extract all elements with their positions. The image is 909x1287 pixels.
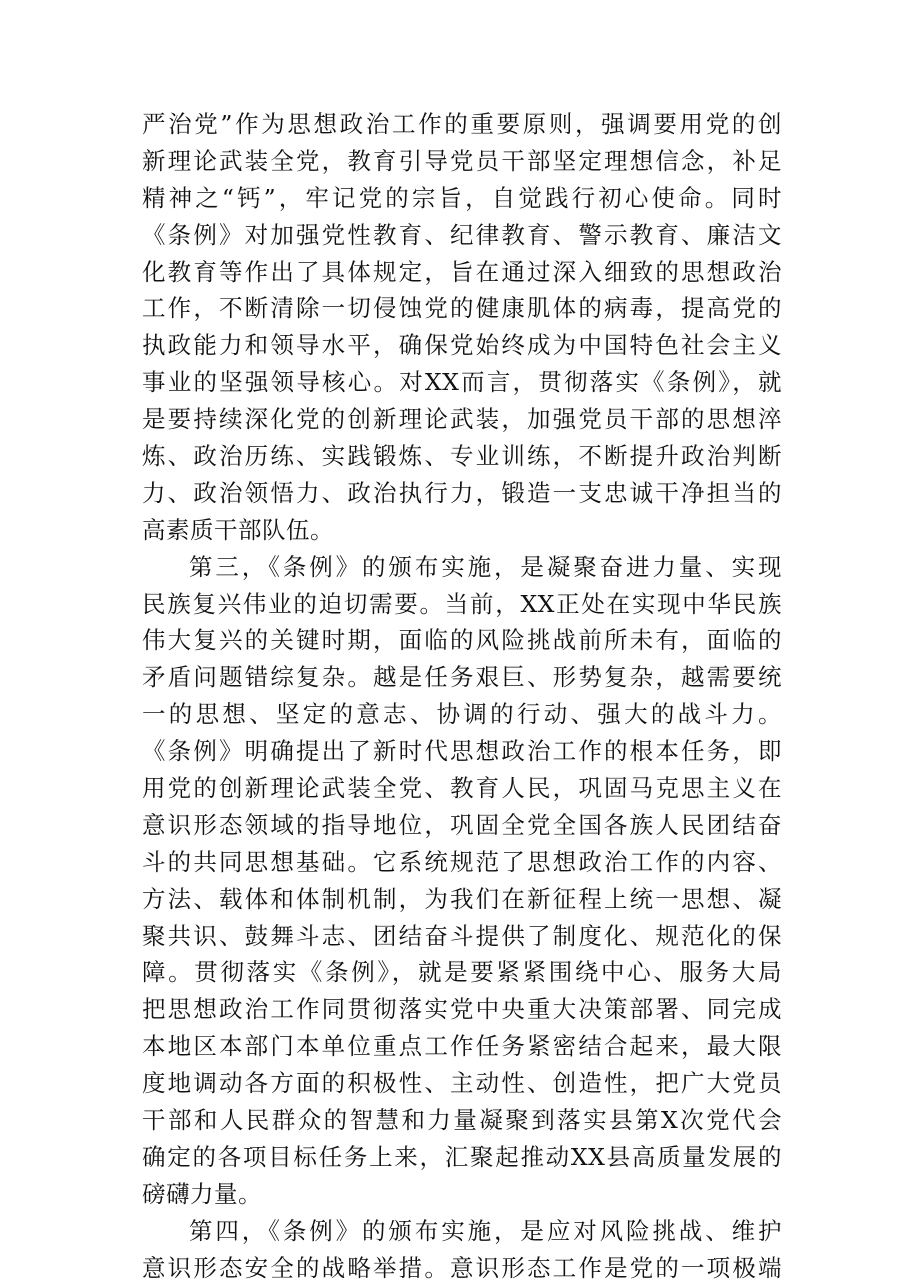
text-line: 磅礴力量。 bbox=[142, 1179, 262, 1208]
text-line: 工作，不断清除一切侵蚀党的健康肌体的病毒，提高党的 bbox=[142, 294, 782, 323]
text-line: 民族复兴伟业的迫切需要。当前，XX正处在实现中华民族 bbox=[142, 589, 782, 618]
paragraph-start-line: 第四，《条例》的颁布实施，是应对风险挑战、维护 bbox=[189, 1216, 782, 1245]
text-line: 障。贯彻落实《条例》，就是要紧紧围绕中心、服务大局 bbox=[142, 958, 782, 987]
text-line: 《条例》明确提出了新时代思想政治工作的根本任务，即 bbox=[142, 737, 782, 766]
text-line: 力、政治领悟力、政治执行力，锻造一支忠诚干净担当的 bbox=[142, 478, 782, 507]
text-line: 化教育等作出了具体规定，旨在通过深入细致的思想政治 bbox=[142, 257, 782, 286]
text-line: 意识形态安全的战略举措。意识形态工作是党的一项极端 bbox=[142, 1253, 782, 1282]
text-line: 矛盾问题错综复杂。越是任务艰巨、形势复杂，越需要统 bbox=[142, 663, 782, 692]
text-line: 精神之“钙”，牢记党的宗旨，自觉践行初心使命。同时 bbox=[142, 183, 782, 212]
text-line: 用党的创新理论武装全党、教育人民，巩固马克思主义在 bbox=[142, 774, 782, 803]
text-line: 把思想政治工作同贯彻落实党中央重大决策部署、同完成 bbox=[142, 995, 782, 1024]
text-line: 干部和人民群众的智慧和力量凝聚到落实县第X次党代会 bbox=[142, 1106, 782, 1135]
text-line: 炼、政治历练、实践锻炼、专业训练，不断提升政治判断 bbox=[142, 442, 782, 471]
text-line: 高素质干部队伍。 bbox=[142, 515, 334, 544]
text-line: 是要持续深化党的创新理论武装，加强党员干部的思想淬 bbox=[142, 405, 782, 434]
text-line: 聚共识、鼓舞斗志、团结奋斗提供了制度化、规范化的保 bbox=[142, 921, 782, 950]
paragraph-start-line: 第三，《条例》的颁布实施，是凝聚奋进力量、实现 bbox=[189, 552, 782, 581]
text-line: 《条例》对加强党性教育、纪律教育、警示教育、廉洁文 bbox=[142, 220, 782, 249]
text-line: 严治党”作为思想政治工作的重要原则，强调要用党的创 bbox=[142, 110, 782, 138]
text-line: 执政能力和领导水平，确保党始终成为中国特色社会主义 bbox=[142, 331, 782, 360]
text-line: 本地区本部门本单位重点工作任务紧密结合起来，最大限 bbox=[142, 1032, 782, 1061]
text-line: 一的思想、坚定的意志、协调的行动、强大的战斗力。 bbox=[142, 700, 782, 729]
text-line: 伟大复兴的关键时期，面临的风险挑战前所未有，面临的 bbox=[142, 626, 782, 655]
document-body bbox=[142, 106, 782, 1287]
text-line: 意识形态领域的指导地位，巩固全党全国各族人民团结奋 bbox=[142, 810, 782, 839]
text-line: 确定的各项目标任务上来，汇聚起推动XX县高质量发展的 bbox=[142, 1142, 782, 1171]
text-line: 新理论武装全党，教育引导党员干部坚定理想信念，补足 bbox=[142, 146, 782, 175]
text-line: 方法、载体和体制机制，为我们在新征程上统一思想、凝 bbox=[142, 884, 782, 913]
text-line: 事业的坚强领导核心。对XX而言，贯彻落实《条例》，就 bbox=[142, 368, 782, 397]
text-line: 斗的共同思想基础。它系统规范了思想政治工作的内容、 bbox=[142, 847, 782, 876]
text-line: 度地调动各方面的积极性、主动性、创造性，把广大党员 bbox=[142, 1069, 782, 1098]
